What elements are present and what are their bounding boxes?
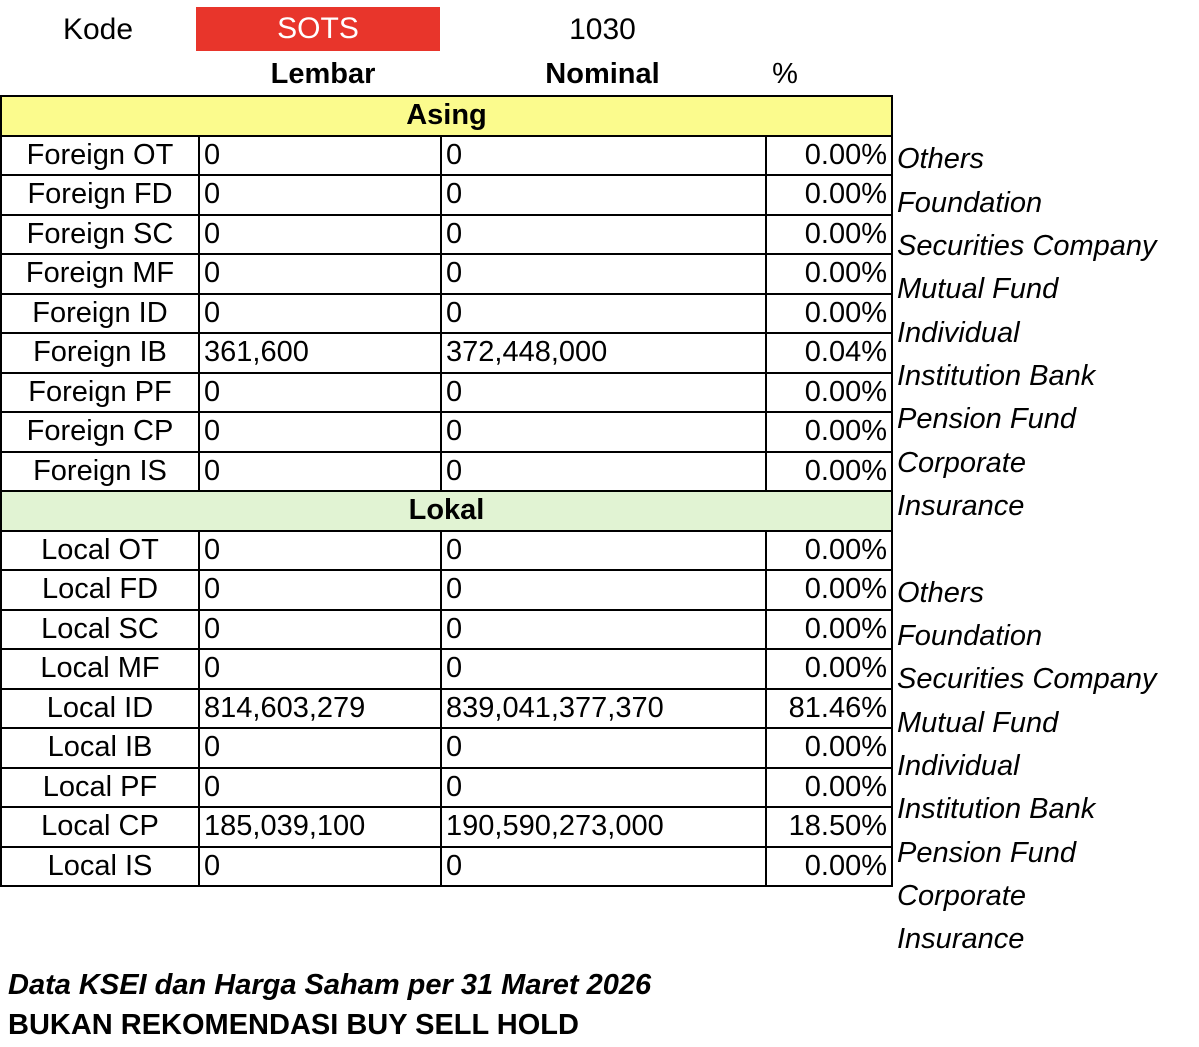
lembar-cell: 0	[199, 768, 441, 808]
nominal-cell: 0	[441, 610, 766, 650]
lembar-cell: 185,039,100	[199, 807, 441, 847]
lembar-cell: 0	[199, 452, 441, 492]
ownership-table	[0, 95, 893, 887]
lembar-cell: 0	[199, 412, 441, 452]
nominal-cell: 0	[441, 649, 766, 689]
table-row	[1, 136, 892, 176]
percent-cell: 0.00%	[766, 175, 892, 215]
nominal-cell: 372,448,000	[441, 333, 766, 373]
category-cell: Local ID	[1, 689, 199, 729]
nominal-cell: 839,041,377,370	[441, 689, 766, 729]
table-row	[1, 649, 892, 689]
investor-type-description: Individual	[897, 749, 1020, 782]
lembar-cell: 0	[199, 175, 441, 215]
table-row	[1, 807, 892, 847]
table-row	[1, 452, 892, 492]
table-row	[1, 610, 892, 650]
percent-cell: 0.00%	[766, 412, 892, 452]
lembar-cell: 0	[199, 531, 441, 571]
nominal-cell: 0	[441, 728, 766, 768]
lembar-cell: 0	[199, 610, 441, 650]
category-cell: Foreign PF	[1, 373, 199, 413]
percent-cell: 81.46%	[766, 689, 892, 729]
category-cell: Local CP	[1, 807, 199, 847]
category-cell: Local MF	[1, 649, 199, 689]
category-cell: Local SC	[1, 610, 199, 650]
lembar-cell: 0	[199, 847, 441, 887]
disclaimer: BUKAN REKOMENDASI BUY SELL HOLD	[8, 1009, 579, 1041]
percent-cell: 0.00%	[766, 570, 892, 610]
table-row	[1, 689, 892, 729]
investor-type-description: Mutual Fund	[897, 273, 1059, 306]
lembar-cell: 0	[199, 215, 441, 255]
nominal-cell: 0	[441, 531, 766, 571]
category-cell: Foreign IB	[1, 333, 199, 373]
percent-cell: 0.00%	[766, 847, 892, 887]
section-title: Asing	[1, 96, 892, 136]
investor-type-description: Foundation	[897, 619, 1043, 652]
section-header-asing	[1, 96, 892, 136]
lembar-cell: 0	[199, 728, 441, 768]
percent-cell: 0.00%	[766, 768, 892, 808]
category-cell: Foreign CP	[1, 412, 199, 452]
percent-cell: 0.00%	[766, 649, 892, 689]
investor-type-description: Pension Fund	[897, 403, 1076, 436]
lembar-cell: 0	[199, 136, 441, 176]
category-cell: Local IB	[1, 728, 199, 768]
data-source-note: Data KSEI dan Harga Saham per 31 Maret 2026	[8, 969, 652, 1001]
category-cell: Local FD	[1, 570, 199, 610]
investor-type-description: Institution Bank	[897, 359, 1096, 392]
investor-type-description: Securities Company	[897, 663, 1157, 696]
investor-type-description: Securities Company	[897, 229, 1157, 262]
nominal-cell: 0	[441, 215, 766, 255]
investor-type-description: Mutual Fund	[897, 706, 1059, 739]
category-cell: Foreign IS	[1, 452, 199, 492]
category-cell: Foreign OT	[1, 136, 199, 176]
category-cell: Local IS	[1, 847, 199, 887]
percent-cell: 0.00%	[766, 294, 892, 334]
lembar-cell: 0	[199, 373, 441, 413]
investor-type-description: Others	[897, 576, 985, 609]
section-header-lokal	[1, 491, 892, 531]
lembar-cell: 361,600	[199, 333, 441, 373]
category-cell: Local OT	[1, 531, 199, 571]
investor-type-description: Insurance	[897, 489, 1025, 522]
category-cell: Local PF	[1, 768, 199, 808]
column-header-nominal: Nominal	[545, 58, 660, 90]
nominal-cell: 0	[441, 136, 766, 176]
percent-cell: 0.00%	[766, 215, 892, 255]
nominal-cell: 0	[441, 847, 766, 887]
investor-type-description: Institution Bank	[897, 793, 1096, 826]
table-row	[1, 175, 892, 215]
section-title: Lokal	[1, 491, 892, 531]
investor-type-description: Foundation	[897, 186, 1043, 219]
investor-type-description: Corporate	[897, 879, 1026, 912]
category-cell: Foreign ID	[1, 294, 199, 334]
category-cell: Foreign SC	[1, 215, 199, 255]
table-row	[1, 531, 892, 571]
percent-cell: 0.00%	[766, 373, 892, 413]
percent-cell: 18.50%	[766, 807, 892, 847]
nominal-cell: 190,590,273,000	[441, 807, 766, 847]
category-cell: Foreign FD	[1, 175, 199, 215]
table-row	[1, 294, 892, 334]
column-header-lembar: Lembar	[270, 58, 376, 90]
nominal-cell: 0	[441, 373, 766, 413]
nominal-cell: 0	[441, 452, 766, 492]
percent-cell: 0.00%	[766, 728, 892, 768]
investor-type-description: Others	[897, 143, 985, 176]
lembar-cell: 0	[199, 570, 441, 610]
nominal-cell: 0	[441, 768, 766, 808]
nominal-cell: 0	[441, 254, 766, 294]
table-row	[1, 768, 892, 808]
lembar-cell: 0	[199, 649, 441, 689]
nominal-cell: 0	[441, 294, 766, 334]
table-row	[1, 215, 892, 255]
percent-cell: 0.00%	[766, 254, 892, 294]
kode-label: Kode	[62, 13, 134, 46]
investor-type-description: Individual	[897, 316, 1020, 349]
table-row	[1, 728, 892, 768]
percent-cell: 0.00%	[766, 136, 892, 176]
investor-type-description: Pension Fund	[897, 836, 1076, 869]
lembar-cell: 814,603,279	[199, 689, 441, 729]
lembar-cell: 0	[199, 294, 441, 334]
column-header-percent: %	[772, 58, 798, 90]
table-row	[1, 254, 892, 294]
table-row	[1, 333, 892, 373]
percent-cell: 0.00%	[766, 531, 892, 571]
investor-type-description: Corporate	[897, 446, 1026, 479]
category-cell: Foreign MF	[1, 254, 199, 294]
lembar-cell: 0	[199, 254, 441, 294]
percent-cell: 0.00%	[766, 452, 892, 492]
table-row	[1, 847, 892, 887]
investor-type-description: Insurance	[897, 923, 1025, 956]
percent-cell: 0.04%	[766, 333, 892, 373]
percent-cell: 0.00%	[766, 610, 892, 650]
nominal-cell: 0	[441, 175, 766, 215]
table-row	[1, 373, 892, 413]
table-row	[1, 570, 892, 610]
nominal-cell: 0	[441, 570, 766, 610]
stock-price: 1030	[569, 13, 636, 46]
kode-value: SOTS	[196, 7, 440, 51]
nominal-cell: 0	[441, 412, 766, 452]
table-row	[1, 412, 892, 452]
